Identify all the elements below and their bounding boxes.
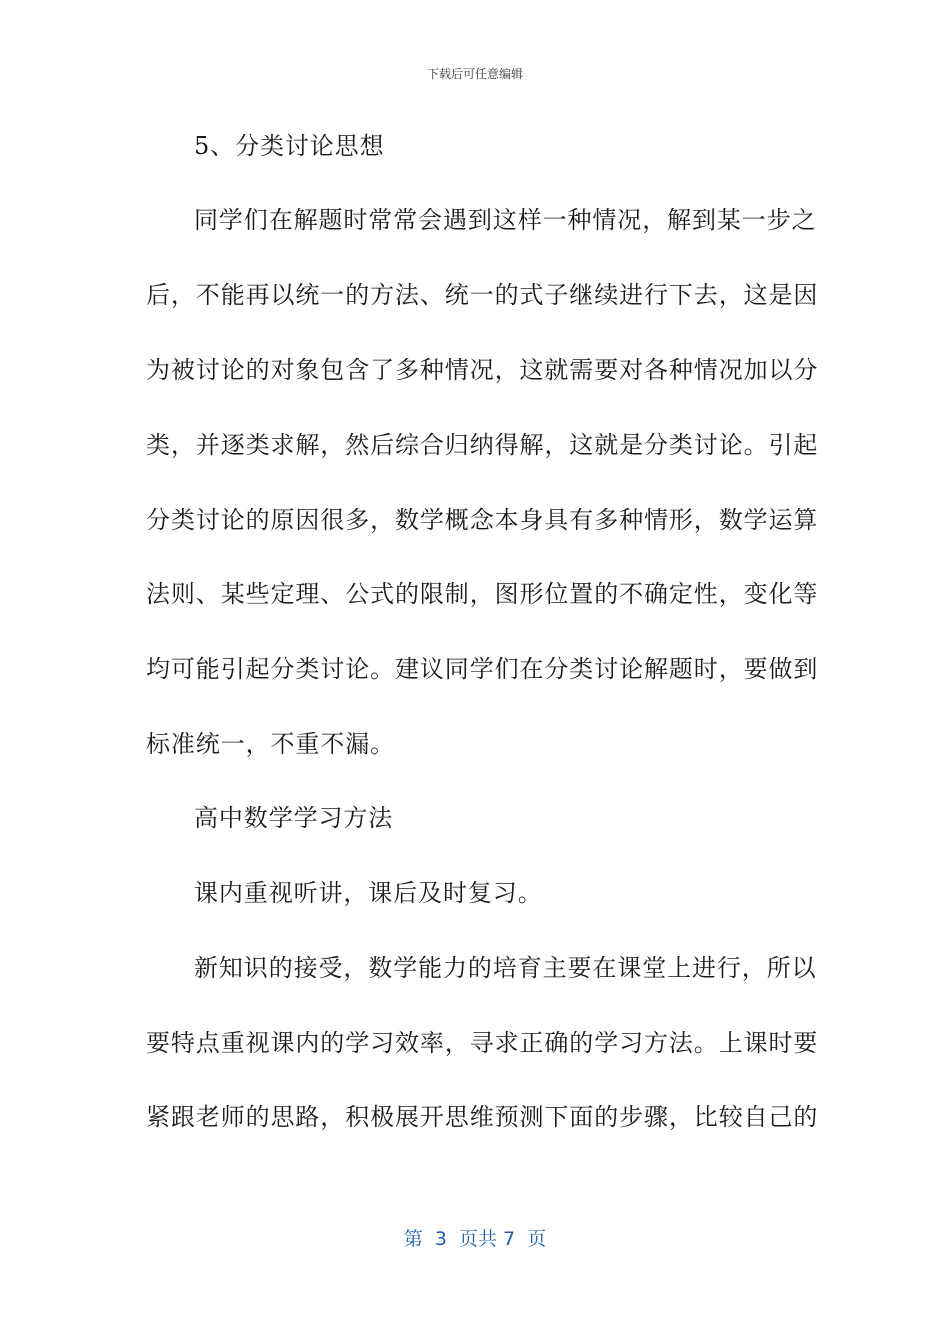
paragraph-line: 类，并逐类求解，然后综合归纳得解，这就是分类讨论。引起 [146,431,819,459]
section-heading-classification: 5、分类讨论思想 [194,132,385,160]
header-note: 下载后可任意编辑 [426,67,523,81]
paragraph-line: 同学们在解题时常常会遇到这样一种情况，解到某一步之 [194,206,817,234]
paragraph-line: 均可能引起分类讨论。建议同学们在分类讨论解题时，要做到 [146,655,819,683]
paragraph-line: 为被讨论的对象包含了多种情况，这就需要对各种情况加以分 [146,356,819,384]
section-heading-study-methods: 高中数学学习方法 [194,804,394,832]
paragraph-line: 标准统一，不重不漏。 [146,730,395,758]
paragraph-line: 要特点重视课内的学习效率，寻求正确的学习方法。上课时要 [146,1029,819,1057]
paragraph-line: 法则、某些定理、公式的限制，图形位置的不确定性，变化等 [146,580,819,608]
page-number-footer: 第 3 页共 7 页 [403,1228,547,1250]
paragraph-line: 新知识的接受，数学能力的培育主要在课堂上进行，所以 [194,954,817,982]
paragraph-line: 分类讨论的原因很多，数学概念本身具有多种情形，数学运算 [146,506,819,534]
paragraph-line: 后，不能再以统一的方法、统一的式子继续进行下去，这是因 [146,281,819,309]
paragraph-line: 紧跟老师的思路，积极展开思维预测下面的步骤，比较自己的 [146,1103,819,1131]
subheading-listen-review: 课内重视听讲，课后及时复习。 [194,879,543,907]
